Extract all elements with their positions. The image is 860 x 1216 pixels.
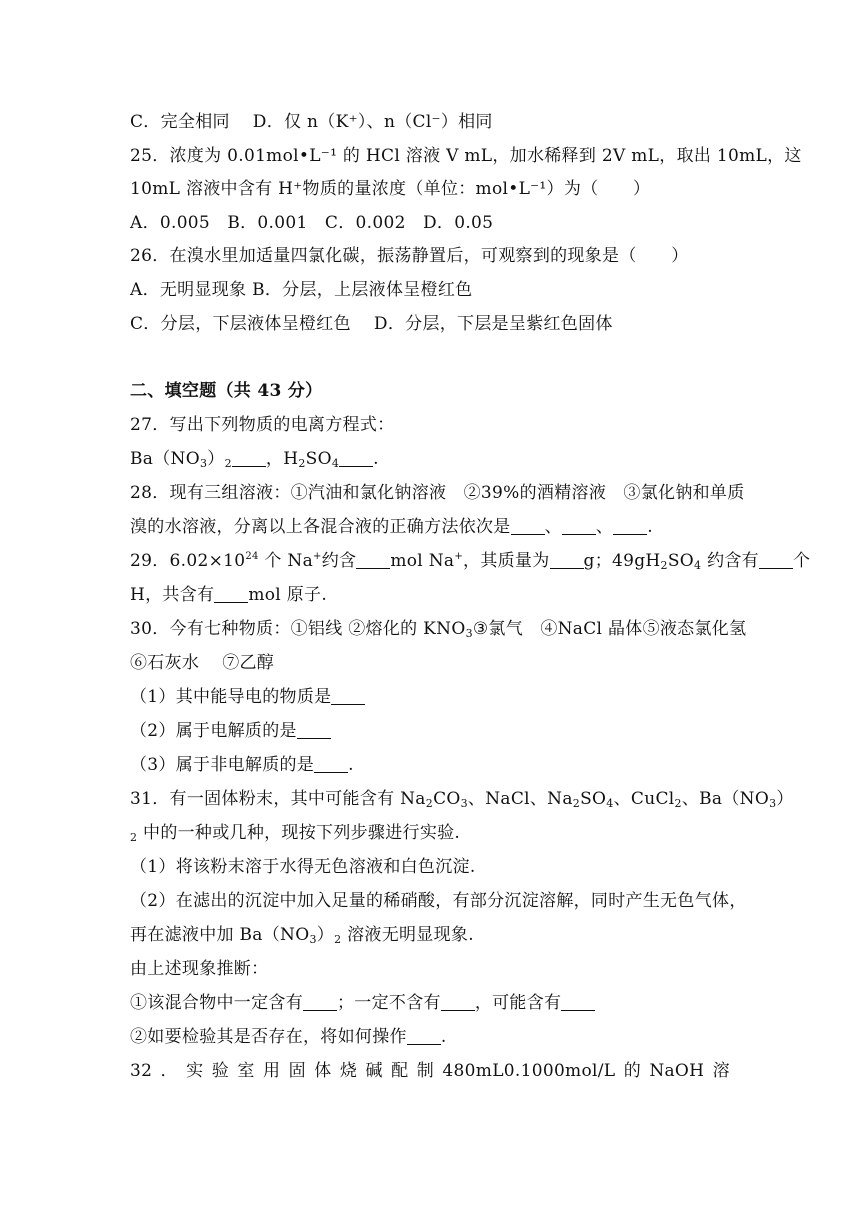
text: 28．现有三组溶液：①汽油和氯化钠溶液 ②39%的酒精溶液 ③氯化钠和单质 xyxy=(130,483,745,503)
q32-stem-line1 xyxy=(130,1060,730,1082)
answer-blank[interactable] xyxy=(314,756,348,773)
q26-options-line1 xyxy=(130,279,730,301)
text: 配 xyxy=(391,1061,409,1081)
subscript: 3 xyxy=(465,627,473,640)
text: 二、填空题（共 43 分） xyxy=(130,381,323,401)
text: . xyxy=(440,1027,447,1047)
text: （1）将该粉末溶于水得无色溶液和白色沉淀. xyxy=(130,857,476,877)
text: 10mL 溶液中含有 H⁺物质的量浓度（单位：mol•L⁻¹）为（ ） xyxy=(130,179,651,199)
text: g；49gH xyxy=(583,551,661,571)
text: SO xyxy=(580,789,607,809)
q28-stem-line1 xyxy=(130,482,745,504)
text: mol Na xyxy=(390,551,455,571)
q31-inference-heading xyxy=(130,958,730,980)
answer-blank[interactable] xyxy=(339,450,373,467)
answer-blank[interactable] xyxy=(232,450,266,467)
text: （2）在滤出的沉淀中加入足量的稀硝酸，有部分沉淀溶解，同时产生无色气体， xyxy=(130,891,747,911)
q30-stem-line1 xyxy=(130,618,747,640)
subscript: 4 xyxy=(606,797,614,810)
q30-part2 xyxy=(130,720,730,742)
subscript: 3 xyxy=(309,933,317,946)
text: ；一定不含有 xyxy=(337,993,441,1013)
text: 体 xyxy=(314,1061,332,1081)
answer-blank[interactable] xyxy=(613,518,647,535)
subscript: 2 xyxy=(572,797,581,810)
q25-stem-line1 xyxy=(130,145,802,167)
answer-blank[interactable] xyxy=(562,518,596,535)
text: ③氯气 ④NaCl 晶体⑤液态氯化氢 xyxy=(472,619,747,639)
q28-stem-line2 xyxy=(130,516,730,538)
subscript: 2 xyxy=(224,457,232,470)
text: 约含有 xyxy=(701,551,759,571)
superscript: 24 xyxy=(245,551,259,562)
text: . xyxy=(647,517,653,537)
q31-inference-2 xyxy=(130,1026,730,1048)
q31-step2-line2 xyxy=(130,924,730,946)
text: 制 xyxy=(416,1061,435,1081)
answer-blank[interactable] xyxy=(331,688,365,705)
text: A．无明显现象 B．分层，上层液体呈橙红色 xyxy=(130,280,473,300)
q27-formulas xyxy=(130,448,730,470)
text: 、NaCl、Na xyxy=(467,789,573,809)
answer-blank[interactable] xyxy=(550,552,584,569)
subscript: 2 xyxy=(674,797,682,810)
text: SO xyxy=(667,551,695,571)
text: 中的一种或几种，现按下列步骤进行实验. xyxy=(137,823,461,843)
text: 、 xyxy=(595,517,614,537)
answer-blank[interactable] xyxy=(297,722,331,739)
q29-stem-line1 xyxy=(130,550,811,572)
text: ，其质量为 xyxy=(463,551,550,571)
answer-blank[interactable] xyxy=(407,1028,441,1045)
text: 室 xyxy=(237,1061,255,1081)
text: 烧 xyxy=(339,1061,358,1081)
q26-stem xyxy=(130,245,730,267)
q31-inference-1 xyxy=(130,992,730,1014)
text: 、Ba（NO xyxy=(681,789,770,809)
section-heading xyxy=(130,380,730,402)
text: SO xyxy=(305,449,332,469)
answer-blank[interactable] xyxy=(214,586,248,603)
text: ，H xyxy=(265,449,299,469)
text: . xyxy=(373,449,379,469)
answer-blank[interactable] xyxy=(759,552,793,569)
text: 31．有一固体粉末，其中可能含有 Na xyxy=(130,789,426,809)
text: 个 Na xyxy=(258,551,314,571)
q25-stem-line2 xyxy=(130,178,730,200)
q30-part1 xyxy=(130,686,730,708)
q25-options xyxy=(130,212,730,234)
text: 、 xyxy=(544,517,562,537)
subscript: 2 xyxy=(298,457,306,470)
text: 30．今有七种物质：①铝线 ②熔化的 KNO xyxy=(130,619,466,639)
q29-stem-line2 xyxy=(130,584,730,606)
text: （2）属于电解质的是 xyxy=(130,721,297,741)
text: 由上述现象推断： xyxy=(130,959,269,979)
text: 26．在溴水里加适量四氯化碳，振荡静置后，可观察到的现象是（ ） xyxy=(130,246,689,266)
subscript: 4 xyxy=(694,559,702,572)
text: ） xyxy=(776,789,794,809)
text: C．分层，下层液体呈橙红色 D．分层，下层是呈紫红色固体 xyxy=(130,314,613,334)
subscript: 2 xyxy=(130,831,138,844)
text: 溴的水溶液，分离以上各混合液的正确方法依次是 xyxy=(130,517,511,537)
text: （1）其中能导电的物质是 xyxy=(130,687,332,707)
q30-part3 xyxy=(130,754,730,776)
text: ⑥石灰水 ⑦乙醇 xyxy=(130,653,275,673)
text: Ba（NO xyxy=(130,449,200,469)
text: 约含 xyxy=(321,551,357,571)
subscript: 3 xyxy=(460,797,468,810)
text: 再在滤液中加 Ba（NO xyxy=(130,925,310,945)
text: ） xyxy=(207,449,225,469)
text: H，共含有 xyxy=(130,585,215,605)
text: 溶液无明显现象. xyxy=(341,925,474,945)
text: 实 xyxy=(186,1061,204,1081)
subscript: 2 xyxy=(425,797,434,810)
text: ． xyxy=(160,1061,178,1081)
text: 480mL0.1000mol/L xyxy=(442,1061,616,1081)
text: 25．浓度为 0.01mol•L⁻¹ 的 HCl 溶液 V mL，加水稀释到 2V mL，取出 10mL，这 xyxy=(130,146,802,166)
text: ①该混合物中一定含有 xyxy=(130,993,303,1013)
subscript: 4 xyxy=(331,457,340,470)
q31-stem-line1 xyxy=(130,788,794,810)
superscript: + xyxy=(313,551,322,562)
answer-blank[interactable] xyxy=(356,552,390,569)
text: 验 xyxy=(211,1061,230,1081)
text: 碱 xyxy=(365,1061,383,1081)
text: 32 xyxy=(130,1061,153,1081)
text: CO xyxy=(433,789,461,809)
text: 29．6.02×10 xyxy=(130,551,246,571)
text: ②如要检验其是否存在，将如何操作 xyxy=(130,1027,407,1047)
text: 个 xyxy=(792,551,811,571)
subscript: 3 xyxy=(199,457,208,470)
q27-stem xyxy=(130,414,730,436)
text: 固 xyxy=(288,1061,306,1081)
q31-step1 xyxy=(130,856,730,878)
q30-stem-line2 xyxy=(130,652,730,674)
text: 用 xyxy=(263,1061,281,1081)
superscript: + xyxy=(454,551,464,562)
subscript: 2 xyxy=(334,933,342,946)
q31-stem-line2 xyxy=(130,822,730,844)
text: C．完全相同 D．仅 n（K⁺）、n（Cl⁻）相同 xyxy=(130,112,493,132)
text: . xyxy=(348,755,354,775)
text: ，可能含有 xyxy=(474,993,562,1013)
q26-options-line2 xyxy=(130,313,730,335)
q31-step2-line1 xyxy=(130,890,747,912)
text: （3）属于非电解质的是 xyxy=(130,755,315,775)
text: mol 原子. xyxy=(248,585,328,605)
text: A．0.005 B．0.001 C．0.002 D．0.05 xyxy=(130,213,494,233)
answer-blank[interactable] xyxy=(303,994,337,1011)
text: NaOH xyxy=(649,1061,705,1081)
q24-options-line xyxy=(130,111,730,133)
text: 、CuCl xyxy=(613,789,675,809)
answer-blank[interactable] xyxy=(441,994,475,1011)
text: 的 xyxy=(623,1061,641,1081)
answer-blank[interactable] xyxy=(511,518,545,535)
subscript: 2 xyxy=(660,559,668,572)
subscript: 3 xyxy=(769,797,777,810)
text: ） xyxy=(316,925,335,945)
text: 溶 xyxy=(712,1061,730,1081)
text: 27．写出下列物质的电离方程式： xyxy=(130,415,395,435)
answer-blank[interactable] xyxy=(561,994,595,1011)
